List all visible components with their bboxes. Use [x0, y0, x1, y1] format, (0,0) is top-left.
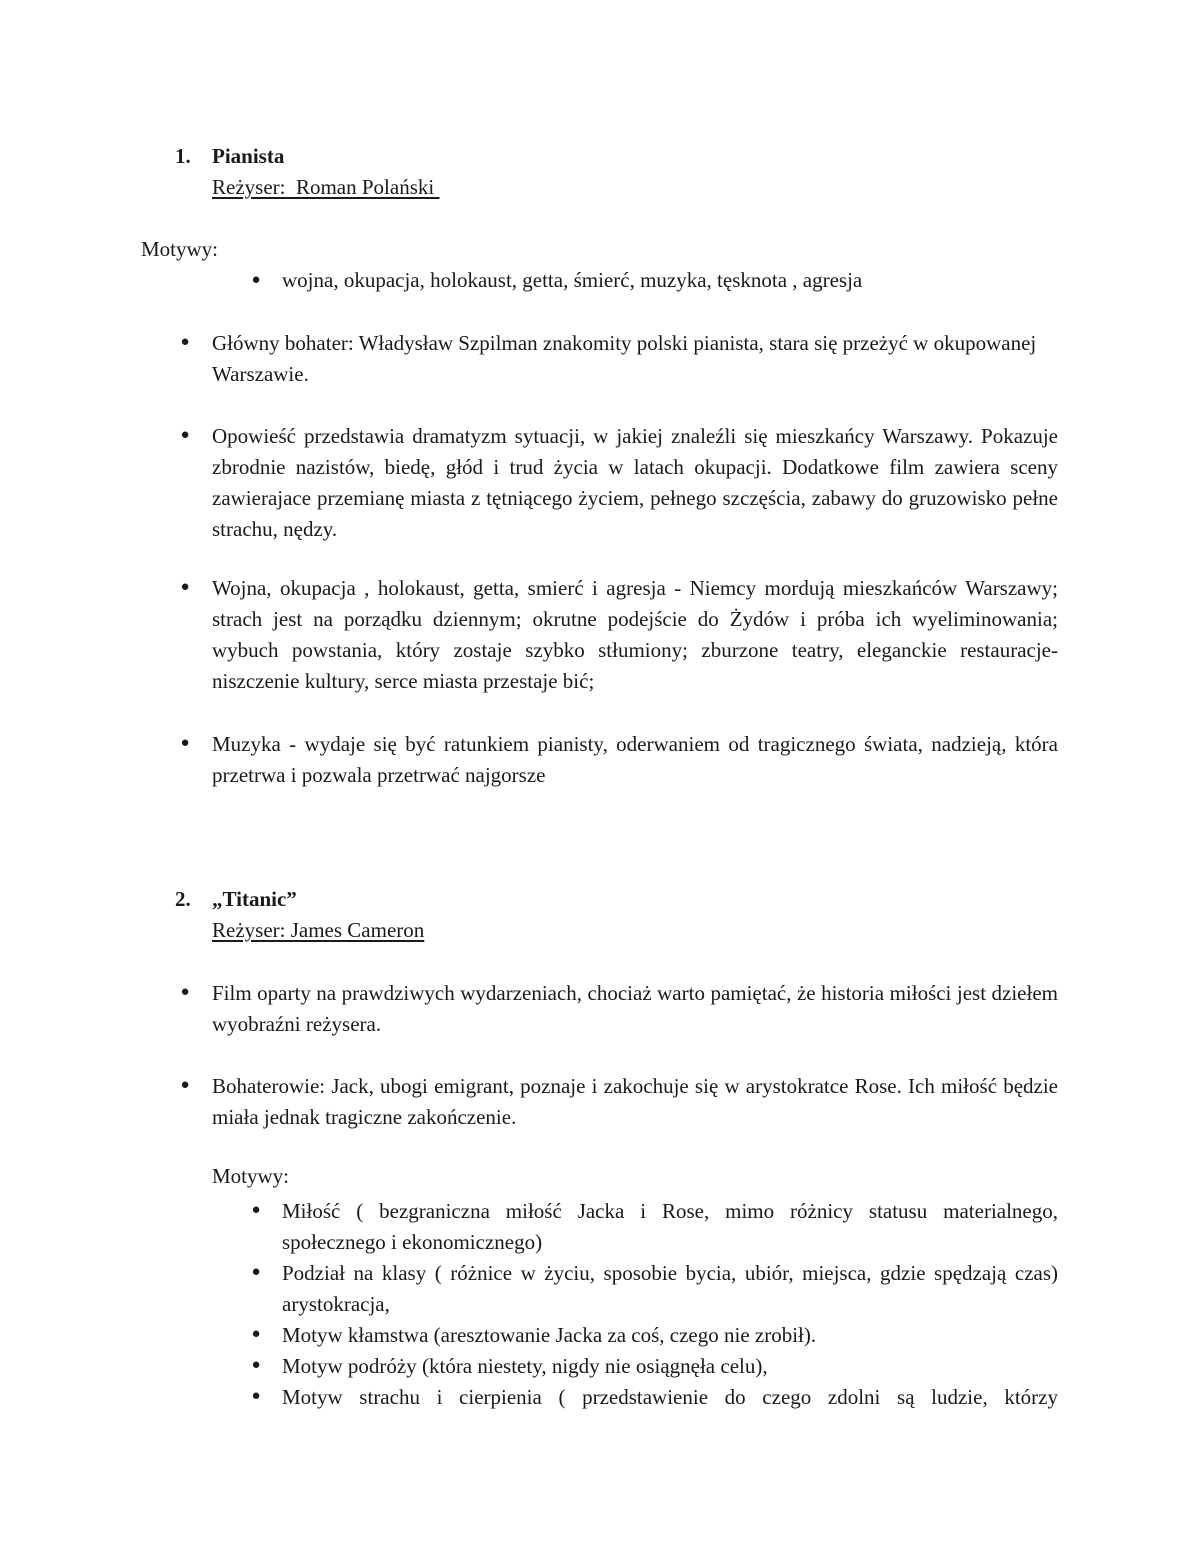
section-2-motif-item: Miłość ( bezgraniczna miłość Jacka i Rose, mimo różnicy statusu materialnego, społecznego i ekonomicznego) [282, 1199, 1058, 1254]
bullet-icon: ● [180, 334, 190, 350]
section-1-bullet-4: Muzyka - wydaje się być ratunkiem pianisty, oderwaniem od tragicznego świata, nadzieją, która przetrwa i pozwala przetrwać najgorsze [212, 732, 1058, 787]
section-2-number: 2. [175, 887, 191, 911]
bullet-icon: ● [251, 1264, 261, 1280]
section-2-motif-item: Motyw strachu i cierpienia ( przedstawienie do czego zdolni są ludzie, którzy [282, 1385, 1058, 1409]
bullet-icon: ● [180, 1077, 190, 1093]
section-2-motif-item: Motyw kłamstwa (aresztowanie Jacka za coś, czego nie zrobił). [282, 1323, 817, 1347]
section-1-director: Reżyser: Roman Polański [212, 175, 440, 199]
bullet-icon: ● [180, 579, 190, 595]
section-1-bullet-1: Główny bohater: Władysław Szpilman znakomity polski pianista, stara się przeżyć w okupowanej Warszawie. [212, 331, 1037, 386]
bullet-icon: ● [180, 427, 190, 443]
section-2-title: „Titanic” [212, 887, 297, 911]
bullet-icon: ● [251, 272, 261, 288]
section-1-number: 1. [175, 144, 191, 168]
section-1-bullet-2: Opowieść przedstawia dramatyzm sytuacji, w jakiej znaleźli się mieszkańcy Warszawy. Pokazuje zbrodnie nazistów, biedę, głód i trud życia w latach okupacji. Dodatkowe film zawiera sceny zawierajace przemianę miasta z tętniącego życiem, pełnego szczęścia, zabawy do gruzowisko pełne strachu, nędzy. [212, 424, 1058, 541]
section-1-title: Pianista [212, 144, 285, 168]
bullet-icon: ● [251, 1388, 261, 1404]
bullet-icon: ● [251, 1357, 261, 1373]
bullet-icon: ● [180, 984, 190, 1000]
section-2-motif-item: Motyw podróży (która niestety, nigdy nie osiągnęła celu), [282, 1354, 768, 1378]
bullet-icon: ● [251, 1202, 261, 1218]
section-1-bullet-3: Wojna, okupacja , holokaust, getta, smierć i agresja - Niemcy mordują mieszkańców Warszawy; strach jest na porządku dziennym; okrutne podejście do Żydów i próba ich wyeliminowania; wybuch powstania, który zostaje szybko stłumiony; zburzone teatry, eleganckie restauracje- niszczenie kultury, serce miasta przestaje bić; [212, 576, 1058, 693]
section-2-director: Reżyser: James Cameron [212, 918, 425, 942]
section-2-bullet-2: Bohaterowie: Jack, ubogi emigrant, poznaje i zakochuje się w arystokratce Rose. Ich miłość będzie miała jednak tragiczne zakończenie. [212, 1074, 1058, 1129]
section-2-bullet-1: Film oparty na prawdziwych wydarzeniach, chociaż warto pamiętać, że historia miłości jest dziełem wyobraźni reżysera. [212, 981, 1058, 1036]
bullet-icon: ● [251, 1326, 261, 1342]
section-1-motifs-label: Motywy: [141, 237, 219, 261]
section-1-motif-item: wojna, okupacja, holokaust, getta, śmierć, muzyka, tęsknota , agresja [282, 268, 863, 292]
section-2-motif-item: Podział na klasy ( różnice w życiu, sposobie bycia, ubiór, miejsca, gdzie spędzają czas) arystokracja, [282, 1261, 1058, 1316]
bullet-icon: ● [180, 735, 190, 751]
section-2-motifs-label: Motywy: [212, 1164, 290, 1188]
